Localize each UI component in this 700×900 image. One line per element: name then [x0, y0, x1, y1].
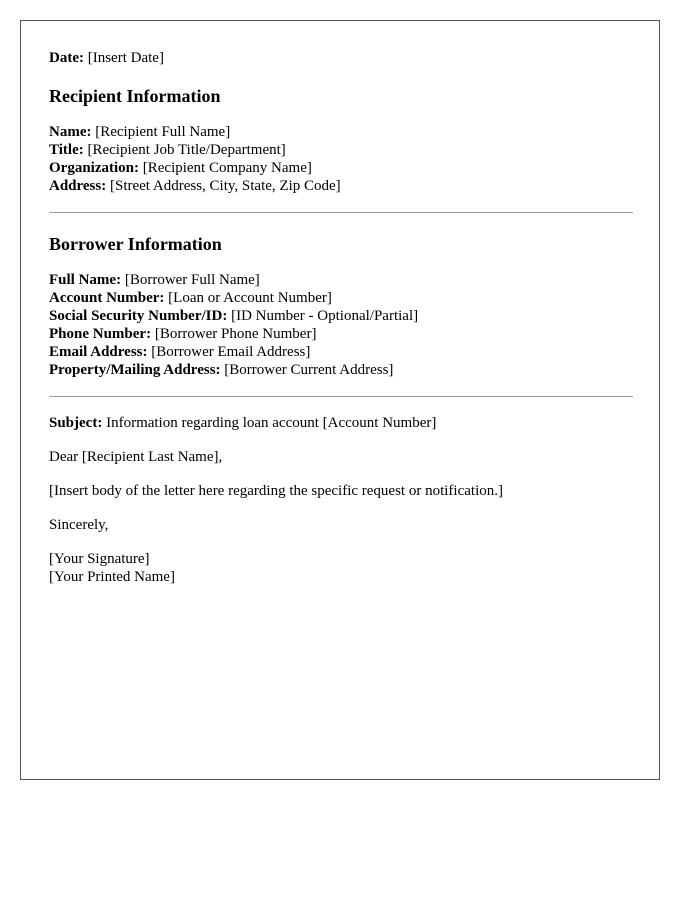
field-value: [Borrower Email Address] — [151, 344, 311, 360]
borrower-fields — [49, 271, 633, 379]
field-value: [Borrower Phone Number] — [154, 326, 317, 342]
letter-page — [20, 20, 660, 780]
field-value: [Borrower Current Address] — [224, 362, 394, 378]
printed-name: [Your Printed Name] — [49, 569, 175, 585]
field-value: [Borrower Full Name] — [124, 272, 260, 288]
borrower-ssn-line — [49, 307, 633, 325]
field-value: [Recipient Full Name] — [95, 124, 231, 140]
letter-content — [49, 49, 633, 586]
field-value: [Loan or Account Number] — [168, 290, 332, 306]
section-divider — [49, 212, 633, 213]
borrower-phone-line — [49, 325, 633, 343]
field-value: [ID Number - Optional/Partial] — [231, 308, 419, 324]
subject-line — [49, 414, 633, 432]
field-label: Phone Number: — [49, 326, 152, 342]
recipient-title-line — [49, 141, 633, 159]
recipient-heading: Recipient Information — [49, 86, 221, 106]
recipient-fields — [49, 123, 633, 195]
field-label: Account Number: — [49, 290, 165, 306]
closing: Sincerely, — [49, 517, 109, 533]
borrower-full-name-line — [49, 271, 633, 289]
borrower-section — [49, 233, 633, 379]
section-divider — [49, 396, 633, 397]
date-label: Date: — [49, 50, 84, 66]
recipient-address-line — [49, 177, 633, 195]
field-label: Address: — [49, 178, 107, 194]
borrower-email-line — [49, 343, 633, 361]
field-value: [Recipient Company Name] — [142, 160, 312, 176]
recipient-name-line — [49, 123, 633, 141]
salutation: Dear [Recipient Last Name], — [49, 449, 223, 465]
subject-label: Subject: — [49, 415, 103, 431]
signature: [Your Signature] — [49, 551, 150, 567]
field-label: Social Security Number/ID: — [49, 308, 228, 324]
borrower-heading: Borrower Information — [49, 234, 222, 254]
field-label: Organization: — [49, 160, 139, 176]
signature-block — [49, 550, 633, 586]
recipient-section — [49, 85, 633, 195]
borrower-address-line — [49, 361, 633, 379]
subject-value: Information regarding loan account [Account Number] — [106, 415, 437, 431]
field-label: Name: — [49, 124, 92, 140]
field-label: Email Address: — [49, 344, 148, 360]
letter-body: [Insert body of the letter here regarding the specific request or notification.] — [49, 483, 503, 499]
recipient-organization-line — [49, 159, 633, 177]
field-value: [Recipient Job Title/Department] — [87, 142, 286, 158]
date-line — [49, 49, 633, 67]
field-label: Full Name: — [49, 272, 122, 288]
borrower-account-number-line — [49, 289, 633, 307]
field-label: Property/Mailing Address: — [49, 362, 221, 378]
field-label: Title: — [49, 142, 84, 158]
date-value: [Insert Date] — [87, 50, 164, 66]
field-value: [Street Address, City, State, Zip Code] — [109, 178, 341, 194]
